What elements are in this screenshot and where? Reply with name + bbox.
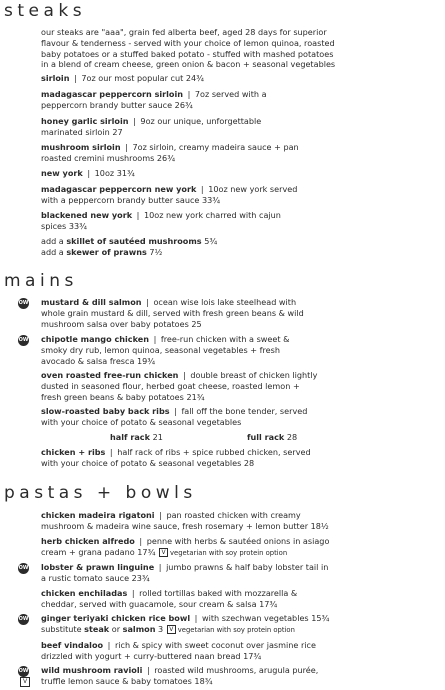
- fish-badge-icon: OW: [18, 666, 29, 677]
- intro-line: in a blend of cream cheese, green onion & bacon + seasonal vegetables: [41, 59, 336, 70]
- item-desc: double breast of chicken lightly: [190, 370, 318, 380]
- item-desc: cheddar, served with guacamole, sour cream & salsa 17¾: [41, 598, 278, 609]
- item-desc: whole grain mustard & dill, served with fresh green beans & wild: [41, 307, 304, 318]
- item-desc: smoky dry rub, lemon quinoa, seasonal vegetables + fresh: [41, 344, 280, 355]
- menu-item-chipotle-chicken: chipotle mango chicken | free-run chicken with a sweet & smoky dry rub, lemon quinoa, seasonal vegetables + fresh avocado & salsa fresca 19¾: [41, 334, 441, 366]
- veg-option: vegetarian with soy protein option: [170, 548, 288, 557]
- item-desc: ocean wise lois lake steelhead with: [153, 297, 297, 307]
- item-name: chicken madeira rigatoni: [41, 510, 155, 520]
- item-desc: 9oz our unique, unforgettable: [140, 116, 262, 126]
- item-name: beef vindaloo: [41, 640, 104, 650]
- item-desc: dusted in seasoned flour, herbed goat cheese, roasted lemon +: [41, 380, 300, 391]
- item-name: slow-roasted baby back ribs: [41, 406, 170, 416]
- addon-skillet: [41, 236, 441, 247]
- menu-item-madagascar-new-york: madagascar peppercorn new york | 10oz new york served with a peppercorn brandy butter sauce 33¾: [41, 184, 441, 206]
- item-desc: free-run chicken with a sweet &: [160, 334, 290, 344]
- addon-prefix: add a: [41, 247, 64, 257]
- addon-price: 7½: [149, 247, 163, 257]
- menu-item-lobster-prawn-linguine: lobster & prawn linguine | jumbo prawns & half baby lobster tail in a rustic tomato sauce 23¾: [41, 562, 441, 584]
- intro-line: our steaks are "aaa", grain fed alberta beef, aged 28 days for superior: [41, 27, 327, 37]
- addon-name: skillet of sautéed mushrooms: [66, 236, 202, 246]
- item-name: honey garlic sirloin: [41, 116, 129, 126]
- item-desc: with your choice of potato & seasonal vegetables: [41, 416, 242, 427]
- addon-price: 5¾: [204, 236, 218, 246]
- item-name: chipotle mango chicken: [41, 334, 150, 344]
- section-title-pastas: pastas + bowls: [4, 483, 197, 503]
- item-name: lobster & prawn linguine: [41, 562, 155, 572]
- v-box-icon: V: [159, 548, 168, 557]
- item-desc: substitute: [41, 623, 82, 634]
- item-desc: with szechwan vegetables 15¾: [201, 613, 330, 623]
- intro-line: flavour & tenderness - served with your choice of lemon quinoa, roasted: [41, 37, 335, 48]
- or-text: or: [111, 623, 121, 634]
- item-desc: pan roasted chicken with creamy: [166, 510, 301, 520]
- item-desc: fall off the bone tender, served: [181, 406, 308, 416]
- item-desc: jumbo prawns & half baby lobster tail in: [166, 562, 329, 572]
- item-name: herb chicken alfredo: [41, 536, 135, 546]
- item-desc: 10oz new york charred with cajun: [143, 210, 281, 220]
- item-desc: with your choice of potato & seasonal vegetables 28: [41, 457, 255, 468]
- item-desc: 7oz sirloin, creamy madeira sauce + pan: [132, 142, 299, 152]
- menu-item-chicken-madeira-rigatoni: chicken madeira rigatoni | pan roasted chicken with creamy mushroom & madeira wine sauce, fresh rosemary + lemon butter 18½: [41, 510, 441, 532]
- item-desc: mushroom salsa over baby potatoes 25: [41, 318, 202, 329]
- addon-name: skewer of prawns: [66, 247, 147, 257]
- ribs-full-rack: [247, 432, 297, 442]
- sub-price: 3: [158, 623, 164, 634]
- item-desc: a rustic tomato sauce 23¾: [41, 572, 150, 583]
- item-name: blackened new york: [41, 210, 133, 220]
- item-name: ginger teriyaki chicken rice bowl: [41, 613, 191, 623]
- menu-item-mushroom-sirloin: mushroom sirloin | 7oz sirloin, creamy madeira sauce + pan roasted cremini mushrooms 26¾: [41, 142, 441, 164]
- item-name: sirloin: [41, 73, 70, 83]
- item-desc: roasted cremini mushrooms 26¾: [41, 152, 176, 163]
- menu-item-new-york: new york | 10oz 31¾: [41, 168, 135, 178]
- item-desc: rolled tortillas baked with mozzarella &: [139, 588, 298, 598]
- item-desc: mushroom & madeira wine sauce, fresh rosemary + lemon butter 18½: [41, 520, 329, 531]
- item-desc: cream + grana padano 17¾: [41, 546, 156, 557]
- veg-option: vegetarian with soy protein option: [177, 625, 295, 634]
- menu-item-honey-garlic-sirloin: honey garlic sirloin | 9oz our unique, unforgettable marinated sirloin 27: [41, 116, 441, 138]
- item-desc: peppercorn brandy butter sauce 26¾: [41, 99, 193, 110]
- item-name: mushroom sirloin: [41, 142, 121, 152]
- item-desc: with a peppercorn brandy butter sauce 33¾: [41, 194, 221, 205]
- menu-item-herb-chicken-alfredo: herb chicken alfredo | penne with herbs & sautéed onions in asiago cream + grana padano 17¾ V vegetarian with soy protein option: [41, 536, 330, 557]
- item-name: oven roasted free-run chicken: [41, 370, 179, 380]
- item-name: madagascar peppercorn sirloin: [41, 89, 184, 99]
- fish-badge-icon: OW: [18, 298, 29, 309]
- item-desc: fresh green beans & baby potatoes 21¾: [41, 391, 205, 402]
- item-desc: avocado & salsa fresca 19¾: [41, 355, 156, 366]
- v-box-icon: V: [167, 625, 176, 634]
- item-name: chicken + ribs: [41, 447, 106, 457]
- sub-option: salmon: [122, 623, 156, 634]
- item-name: new york: [41, 168, 83, 178]
- menu-item-oven-roasted-chicken: oven roasted free-run chicken | double breast of chicken lightly dusted in seasoned flour, herbed goat cheese, roasted lemon + fresh green beans & baby potatoes 21¾: [41, 370, 441, 402]
- section-title-mains: mains: [4, 271, 78, 291]
- menu-item-salmon: mustard & dill salmon | ocean wise lois lake steelhead with whole grain mustard & dill, served with fresh green beans & wild mushroom salsa over baby potatoes 25: [41, 297, 441, 329]
- item-desc: drizzled with yogurt + curry-buttered naan bread 17¾: [41, 650, 262, 661]
- menu-item-sirloin: sirloin | 7oz our most popular cut 24¾: [41, 73, 204, 83]
- size-name: half rack: [110, 432, 150, 442]
- item-desc: rich & spicy with sweet coconut over jasmine rice: [114, 640, 316, 650]
- menu-item-wild-mushroom-ravioli: wild mushroom ravioli | roasted wild mushrooms, arugula purée, truffle lemon sauce & baby tomatoes 18¾: [41, 665, 441, 687]
- item-desc: truffle lemon sauce & baby tomatoes 18¾: [41, 675, 213, 686]
- item-name: chicken enchiladas: [41, 588, 128, 598]
- item-desc: marinated sirloin 27: [41, 126, 123, 137]
- item-desc: half rack of ribs + spice rubbed chicken, served: [117, 447, 311, 457]
- item-name: madagascar peppercorn new york: [41, 184, 197, 194]
- ribs-half-rack: [110, 432, 163, 442]
- menu-item-chicken-ribs: chicken + ribs | half rack of ribs + spice rubbed chicken, served with your choice of potato & seasonal vegetables 28: [41, 447, 441, 469]
- menu-item-baby-back-ribs: slow-roasted baby back ribs | fall off the bone tender, served with your choice of potato & seasonal vegetables: [41, 406, 441, 428]
- item-desc: roasted wild mushrooms, arugula purée,: [154, 665, 319, 675]
- item-desc: spices 33¾: [41, 220, 87, 231]
- addon-prefix: add a: [41, 236, 64, 246]
- v-box-icon: V: [20, 677, 30, 687]
- item-name: mustard & dill salmon: [41, 297, 142, 307]
- item-desc: 10oz 31¾: [94, 168, 135, 178]
- menu-item-chicken-enchiladas: chicken enchiladas | rolled tortillas baked with mozzarella & cheddar, served with guacamole, sour cream & salsa 17¾: [41, 588, 441, 610]
- menu-item-beef-vindaloo: beef vindaloo | rich & spicy with sweet coconut over jasmine rice drizzled with yogurt + curry-buttered naan bread 17¾: [41, 640, 441, 662]
- size-price: 28: [286, 432, 298, 442]
- intro-line: baby potatoes or a stuffed baked potato - stuffed with mashed potatoes: [41, 48, 334, 59]
- steaks-intro: [41, 27, 441, 70]
- fish-badge-icon: OW: [18, 563, 29, 574]
- menu-item-madagascar-sirloin: madagascar peppercorn sirloin | 7oz served with a peppercorn brandy butter sauce 26¾: [41, 89, 441, 111]
- fish-badge-icon: OW: [18, 614, 29, 625]
- fish-badge-icon: OW: [18, 335, 29, 346]
- item-desc: 7oz our most popular cut 24¾: [81, 73, 204, 83]
- sub-option: steak: [84, 623, 110, 634]
- section-title-steaks: steaks: [4, 1, 87, 21]
- item-name: wild mushroom ravioli: [41, 665, 143, 675]
- addon-prawns: [41, 247, 441, 258]
- size-price: 21: [152, 432, 163, 442]
- menu-item-blackened-new-york: blackened new york | 10oz new york charred with cajun spices 33¾: [41, 210, 441, 232]
- item-desc: penne with herbs & sautéed onions in asiago: [146, 536, 330, 546]
- menu-item-ginger-teriyaki-bowl: ginger teriyaki chicken rice bowl | with szechwan vegetables 15¾ substitute steak or salmon 3 V vegetarian with soy protein option: [41, 613, 330, 634]
- size-name: full rack: [247, 432, 285, 442]
- item-desc: 10oz new york served: [208, 184, 298, 194]
- item-desc: 7oz served with a: [194, 89, 267, 99]
